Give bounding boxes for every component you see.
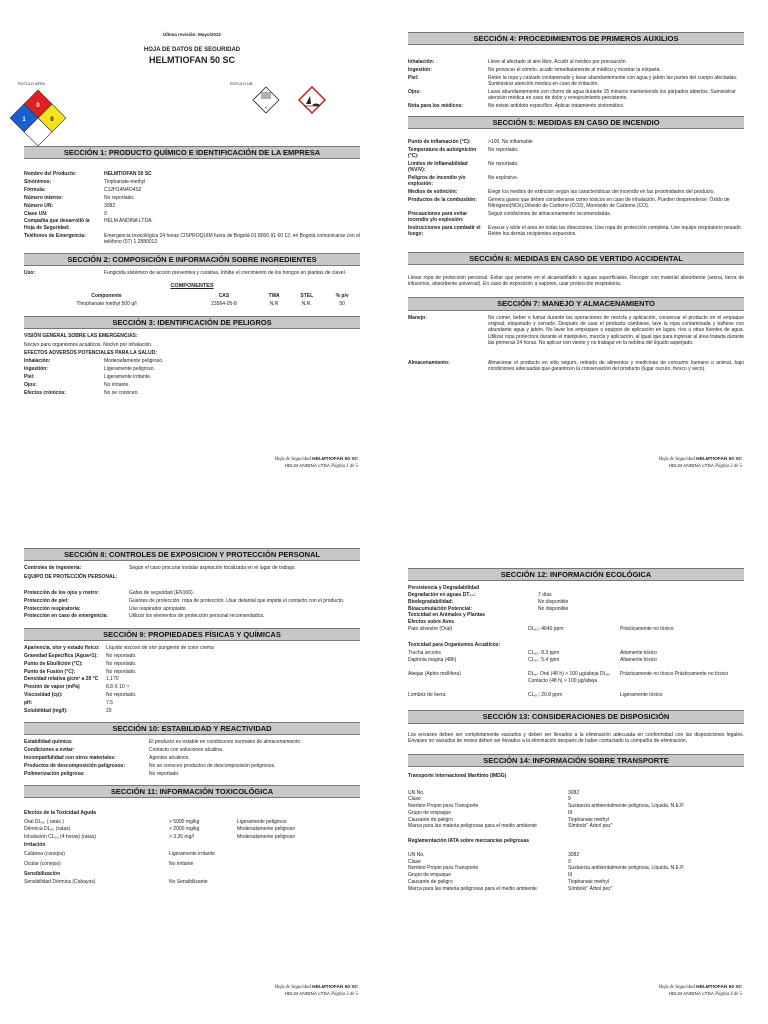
info-row: Punto de inflamación (°C): >100. No inflamable <box>408 138 533 145</box>
info-row: Clase UN: 9 <box>24 210 107 217</box>
info-row: Peligros de incendio y/o explosión: No explosivo. <box>408 174 519 188</box>
info-row: Estabilidad química: El producto es estable en condiciones normales de almacenamiento. <box>24 739 302 746</box>
section-1: SECCIÓN 1: PRODUCTO QUÍMICO E IDENTIFICACIÓN DE LA EMPRESA Nombre del Producto: HELMTIOFAN 50 SC Sinónimos: Tiophanate-methyl Fórmula: C12H14N4O4S2 Número interno: No reportado. Número UN: 3082 Clase UN: 9 Compañía que desarrolló la Hoja de Seguridad: HELM ANDINA LTDA. Teléfonos de Emergencia: Emergencia toxicológica 24 horas CISPROQUIM fuera de Bogotá 01 8000 91 60 12, en Bogotá comunicarse con el teléfono (57) 1 2880012. SECCIÓN 2: COMPOSICIÓN E INFORMACIÓN SOBRE INGREDIENTES Uso: Fungicida sistémico de acción preventiva y curativa. Inhibe el crecimiento de los hongos en plantas de clavel. COMPONENTES Componente CAS TWA STEL % p/v Thiophanate methyl 500 g/l 23564-05-8 N.R N.R. 50 SECCIÓN 3: IDENTIFICACIÓN DE PELIGROS VISIÓN GENERAL SOBRE LAS EMERGENCIAS: Nocivo para organismos acuáticos. Nocivo por inhalación. EFECTOS ADVERSOS POTENCIALES PARA LA SALUD: Inhalación: Moderadamente peligroso. Ingestión: Ligeramente peligroso. Piel: Ligeramente irritante. Ojos: No irritante. Efectos crónicos: No se conocen. <box>24 148 360 396</box>
table-row: Dérmica DL₅₀ (ratas) > 2000 mg/kg Moderadamente peligroso <box>24 826 296 833</box>
table-row: Abejas (Aphis mellifera) DL₅₀ Oral (48 h) > 100 µg/abeja DL₅₀ Contacto (48 h) > 100 µg/abeja Prácticamente no tóxico Prácticamente no tóxico <box>408 671 729 684</box>
info-row: Manejo: No comer, beber o fumar durante las operaciones de mezcla y aplicación, conservar el producto en el empaque original, etiquetado y cerrado. Después de usar el producto cámbiese, lave la ropa contaminada y báñese con abundante agua y jabón. No lavar los empaques o equipos de aplicación en lagos, ríos u otras fuentes de agua. Utilizar ropa protectora durante el manipuleo, mezcla y aplicación, al igual que para ingresar al área tratada durante las primeras 24 horas. No aplicar con viento y no trabajar en la neblina del líquido asperjado. <box>408 314 744 346</box>
info-row: Número interno: No reportado. <box>24 194 135 201</box>
environment-hazard-icon <box>298 86 326 114</box>
table-row: Marca para las materia peligrosas para el medio ambiente Símbolo" Árbol pez" <box>408 823 613 830</box>
info-row: Medios de extinción: Elegir los medios de extinción según las características del incendio en las proximidades del producto. <box>408 189 715 195</box>
info-row: Productos de la combustión: Genera gases que deben considerarse como tóxicos en caso de inhalación. Pueden desprenderse: Óxido de Nitrógeno(NOx),Dióxido de Carbono (CO2), Monóxido de Carbono (CO). <box>408 196 730 210</box>
class9-hazard-icon <box>252 86 280 114</box>
table-row: Daphnia magna (48h) CL₅₀: 5.4 ppm Altamente tóxico <box>408 657 657 664</box>
table-row: Causante de peligro Tiophanate methyl <box>408 878 609 885</box>
section-13-title: SECCIÓN 13: CONSIDERACIONES DE DISPOSICIÓN <box>408 710 744 723</box>
document-page-4: SECCIÓN 12: INFORMACIÓN ECOLÓGICA Persistencia y Degradabilidad Degradación en aguas DT₅₀: 7 días Biodegradabilidad: No disponible Bioacumulación Potencial: No disponible Toxicidad en Animales y Plantas Efectos sobre Aves Pato silvestre (Oral) DL₅₀: 4640 ppm Prácticamente no tóxico Toxicidad para Organismos Acuáticos: Trucha arcoiris CL₅₀: 8.3 ppm Altamente tóxico Daphnia magna (48h) CL₅₀: 5.4 ppm Altamente tóxico Abejas (Aphis mellifera) DL₅₀ Oral (48 h) > 100 µg/abeja DL₅₀ Contacto (48 h) > 100 µg/abeja Prácticamente no tóxico Prácticamente no tóxico Lombriz de tierra CL₅₀: 20.8 ppm Ligeramente tóxico SECCIÓN 13: CONSIDERACIONES DE DISPOSICIÓN Los envases deben ser completamente vaciados y deben ser llevados a la eliminación adecuada en conformidad con las disposiciones legales. Envases no vaciados de restos deben ser llevados a la eliminación después de haber contactado la compañía de eliminación. SECCIÓN 14: INFORMACIÓN SOBRE TRANSPORTE Transporte Internacional Marítimo (IMDG) UN No. 3082 Clase 9 Nombre Propio para Transporte Sustancia ambientalmente peligrosa, Líquida, N.E.P. Grupo de empaque III Causante de peligro Tiophanate methyl Marca para las materia peligrosas para el medio ambiente Símbolo" Árbol pez" Reglamentación IATA sobre mercancías peligrosas UN No. 3082 Clase 9 Nombre Propio para Transporte Sustancia ambientalmente peligrosa, Líquida, N.E.P. Grupo de empaque III Causante de peligro Tiophanate methyl Marca para las materia peligrosas para el medio ambiente Símbolo" Árbol pez" Hoja de Seguridad HELMTIOFAN 50 SC HELM ANDINA LTDA Página 4 de 5 <box>384 512 768 1024</box>
section-3-title: SECCIÓN 3: IDENTIFICACIÓN DE PELIGROS <box>24 316 360 329</box>
info-row: Densidad relativa g/cm³ a 20 °C 1.170 <box>24 676 119 683</box>
page-footer: Hoja de Seguridad HELMTIOFAN 50 SC HELM ANDINA LTDA Página 3 de 5 <box>274 985 358 997</box>
section-6-title: SECCIÓN 6: MEDIDAS EN CASO DE VERTIDO ACCIDENTAL <box>408 252 744 265</box>
section-12-title: SECCIÓN 12: INFORMACIÓN ECOLÓGICA <box>408 568 744 581</box>
nfpa-flammability: 0 <box>36 103 40 109</box>
info-row: Protección en caso de emergencia: Utilizar los elementos de protección personal recomendados. <box>24 613 265 620</box>
info-row: Degradación en aguas DT₅₀: 7 días <box>408 592 552 599</box>
disposal-text: Los envases deben ser completamente vaciados y deben ser llevados a la eliminación adecuada en conformidad con las disposiciones legales. Envases no vaciados de restos deben ser llevados a la eliminación después de haber contactado la compañía de eliminación. <box>408 731 744 744</box>
info-row: Precauciones para evitar incendio y/o explosión: Seguir condiciones de almacenamiento recomendadas. <box>408 210 612 224</box>
info-row: Protección de los ojos y rostro: Gafas de seguridad (EN166). <box>24 589 195 596</box>
section-2-title: SECCIÓN 2: COMPOSICIÓN E INFORMACIÓN SOBRE INGREDIENTES <box>24 253 360 266</box>
info-row: Protección de piel: Guantes de protección, ropa de protección. Usar delantal que impida el contacto con el producto. <box>24 597 345 604</box>
table-row: Nombre Propio para Transporte Sustancia ambientalmente peligrosa, Líquida, N.E.P. <box>408 865 685 872</box>
section-9-title: SECCIÓN 9: PROPIEDADES FÍSICAS Y QUÍMICAS <box>24 628 360 641</box>
table-row: Ocular (conejos) No irritante <box>24 860 194 867</box>
info-row: Toxicidad en Animales y Plantas <box>408 612 485 619</box>
info-row: Presión de vapor (mPa) 8.8 X 10⁻⁶ <box>24 684 130 691</box>
page-footer: Hoja de Seguridad HELMTIOFAN 50 SC HELM ANDINA LTDA Página 1 de 5 <box>274 457 358 469</box>
info-row: Compañía que desarrolló la Hoja de Seguridad: HELM ANDINA LTDA. <box>24 218 153 231</box>
components-table: Componente CAS TWA STEL % p/v Thiophanate methyl 500 g/l 23564-05-8 N.R N.R. 50 <box>24 292 360 309</box>
revision-date: Última revisión: Mayo/2012 <box>163 32 221 37</box>
nfpa-diamond-icon <box>10 90 66 146</box>
info-row: Efectos crónicos: No se conocen. <box>24 389 139 396</box>
document-header <box>0 32 384 66</box>
document-page-3: SECCIÓN 8: CONTROLES DE EXPOSICION Y PROTECCIÓN PERSONAL Controles de ingeniería: Según el caso procurar instalar aspiración localizada en el lugar de trabajo. EQUIPO DE PROTECCIÓN PERSONAL: Protección de los ojos y rostro: Gafas de seguridad (EN166). Protección de piel: Guantes de protección, ropa de protección. Usar delantal que impida el contacto con el producto. Protección respiratoria: Use respirador apropiado. Protección en caso de emergencia: Utilizar los elementos de protección personal recomendados. SECCIÓN 9: PROPIEDADES FÍSICAS Y QUÍMICAS Apariencia, olor y estado físico: Líquido viscoso de olor pungente de color crema Gravedad Específica (Agua=1): No reportado. Punto de Ebullición (°C): No reportado. Punto de Fusión (°C): No reportado. Densidad relativa g/cm³ a 20 °C 1.170 Presión de vapor (mPa) 8.8 X 10⁻⁶ Viscosidad (cp): No reportado. pH: 7.5 Solubilidad (mg/l): 20 SECCIÓN 10: ESTABILIDAD Y REACTIVIDAD Estabilidad química: El producto es estable en condiciones normales de almacenamiento. Condiciones a evitar: Contacto con soluciones alcalina. Incompatibilidad con otros materiales: Agentes alcalinos. Productos de descomposición peligrosos: No se conocen productos de descomposición peligrosos. Polimerización peligrosa: No reportado. SECCIÓN 11: INFORMACIÓN TOXICOLÓGICA Efectos de la Toxicidad Aguda Oral DL₅₀ ( ratas ) > 5000 mg/kg Ligeramente peligroso Dérmica DL₅₀ (ratas) > 2000 mg/kg Moderadamente peligroso Inhalación CL₅₀ (4 horas) (ratas) > 3.26 mg/l Moderadamente peligroso Irritación Cutánea (conejos) Ligeramente irritante Ocular (conejos) No irritante Sensibilización Sensibilidad Dérmica (Cobayos) No Sensibilizante Hoja de Seguridad HELMTIOFAN 50 SC HELM ANDINA LTDA Página 3 de 5 <box>0 512 384 1024</box>
info-row: Productos de descomposición peligrosos: No se conocen productos de descomposición peligrosos. <box>24 762 276 769</box>
info-row: Apariencia, olor y estado físico: Líquido viscoso de olor pungente de color crema <box>24 645 214 652</box>
product-title: HELMTIOFAN 50 SC <box>148 55 235 66</box>
section-5-title: SECCIÓN 5: MEDIDAS EN CASO DE INCENDIO <box>408 116 744 129</box>
section-4-title: SECCIÓN 4: PROCEDIMIENTOS DE PRIMEROS AUXILIOS <box>408 32 744 45</box>
table-row: Marca para las materia peligrosas para el medio ambiente Símbolo" Árbol pez" <box>408 885 613 892</box>
info-row: Piel: Ligeramente irritante. <box>24 373 152 380</box>
table-row: Inhalación CL₅₀ (4 horas) (ratas) > 3.26 mg/l Moderadamente peligroso <box>24 834 296 841</box>
info-row: Controles de ingeniería: Según el caso procurar instalar aspiración localizada en el lugar de trabajo. <box>24 565 296 572</box>
table-row: Sensibilidad Dérmica (Cobayos) No Sensibilizante <box>24 879 208 886</box>
info-row: Biodegradabilidad: No disponible <box>408 598 569 605</box>
info-row: Temperatura de autoignición (°C): No reportado. <box>408 146 519 159</box>
nfpa-label: ROTULO NFPA <box>18 82 45 86</box>
document-page-2 <box>384 0 768 512</box>
info-row: Incompatibilidad con otros materiales: Agentes alcalinos. <box>24 755 190 762</box>
info-row: Ingestión: No provocar el vómito, acudir inmediatamente al médico y mostrar la etiqueta. <box>408 67 661 74</box>
info-row: Inhalación: Lleve al afectado al aire libre. Acudir al médico por precaución. <box>408 59 627 66</box>
un-label: ROTULO UN <box>230 82 253 86</box>
info-row: Efectos sobre Aves <box>408 619 455 626</box>
info-row: Persistencia y Degradabilidad <box>408 585 480 592</box>
document-page-1 <box>0 0 384 512</box>
info-row: Ojos: Lavar abundantemente con chorro de agua durante 15 minutos manteniendo los párpados abiertos. Suministrar atención médica en caso de dolor y enrojecimiento persistente. <box>408 89 736 102</box>
table-row: Thiophanate methyl 500 g/l 23564-05-8 N.R N.R. 50 <box>76 300 345 307</box>
table-row: Clase 9 <box>408 858 571 865</box>
nfpa-health: 1 <box>22 117 26 123</box>
info-row: Instrucciones para combatir el fuego: Evacue y aísle el área en todas las direcciones. Use ropa de protección completa. Use equipo respiratorio pesado. Retire los demás recipientes expuestos. <box>408 225 743 238</box>
info-row: Polimerización peligrosa: No reportado. <box>24 770 180 777</box>
nfpa-reactivity: 0 <box>50 117 54 123</box>
info-row: Piel: Retire la ropa y calzado contaminado y lavar abundantemente con agua y jabón las partes del cuerpo afectadas. Suministrar atención médica en caso de irritación. <box>408 75 738 88</box>
info-row: Punto de Ebullición (°C): No reportado. <box>24 660 137 667</box>
info-row: Punto de Fusión (°C): No reportado. <box>24 668 137 675</box>
info-row: Fórmula: C12H14N4O4S2 <box>24 187 142 194</box>
section-10-title: SECCIÓN 10: ESTABILIDAD Y REACTIVIDAD <box>24 722 360 735</box>
section-11-title: SECCIÓN 11: INFORMACIÓN TOXICOLÓGICA <box>24 785 360 798</box>
info-row: Ojos: No irritante. <box>24 381 130 388</box>
section-7-title: SECCIÓN 7: MANEJO Y ALMACENAMIENTO <box>408 297 744 310</box>
table-row: Trucha arcoiris CL₅₀: 8.3 ppm Altamente tóxico <box>408 650 657 657</box>
info-row: Condiciones a evitar: Contacto con soluciones alcalina. <box>24 747 224 754</box>
table-row: Causante de peligro Tiophanate methyl <box>408 816 609 823</box>
info-row: Nota para los médicos: No existe antídoto específico. Aplicar tratamiento sintomático. <box>408 103 625 110</box>
page-footer: Hoja de Seguridad HELMTIOFAN 50 SC HELM ANDINA LTDA Página 2 de 5 <box>658 457 742 469</box>
info-row: Solubilidad (mg/l): 20 <box>24 707 112 714</box>
info-row: Sinónimos: Tiophanate-methyl <box>24 179 146 186</box>
section-1-title: SECCIÓN 1: PRODUCTO QUÍMICO E IDENTIFICACIÓN DE LA EMPRESA <box>24 146 360 159</box>
info-row: Límites de inflamabilidad (%V/V): No reportado. <box>408 160 519 174</box>
info-row: Inhalación: Moderadamente peligroso. <box>24 358 164 365</box>
table-row: Oral DL₅₀ ( ratas ) > 5000 mg/kg Ligeramente peligroso <box>24 818 287 825</box>
info-row: Protección respiratoria: Use respirador apropiado. <box>24 605 187 612</box>
table-row: Lombriz de tierra CL₅₀: 20.8 ppm Ligeramente tóxico <box>408 691 663 698</box>
info-row: Teléfonos de Emergencia: Emergencia toxicológica 24 horas CISPROQUIM fuera de Bogotá 01 8000 91 60 12, en Bogotá comunicarse con el teléfono (57) 1 2880012. <box>24 232 360 245</box>
info-row: Número UN: 3082 <box>24 202 116 209</box>
section-14-title: SECCIÓN 14: INFORMACIÓN SOBRE TRANSPORTE <box>408 754 744 767</box>
info-row: pH: 7.5 <box>24 699 113 706</box>
table-row: Grupo de empaque III <box>408 872 573 879</box>
svg-text:9: 9 <box>265 106 267 110</box>
table-row: Cutánea (conejos) Ligeramente irritante <box>24 850 215 857</box>
info-row: Viscosidad (cp): No reportado. <box>24 692 137 699</box>
table-row: Nombre Propio para Transporte Sustancia ambientalmente peligrosa, Líquida, N.E.P. <box>408 803 685 810</box>
table-row: UN No. 3082 <box>408 789 580 796</box>
table-row: Clase 9 <box>408 796 571 803</box>
table-row: UN No. 3082 <box>408 851 580 858</box>
info-row: Almacenamiento: Almacenar el producto en sitio seguro, retirado de alimentos y medicinas de consumo humano o animal, bajo condiciones adecuadas que garanticen la conservación del producto (lugar oscuro, fresco y seco). <box>408 359 744 372</box>
info-row: Gravedad Específica (Agua=1): No reportado. <box>24 652 137 659</box>
table-row: Pato silvestre (Oral) DL₅₀: 4640 ppm Prácticamente no tóxico <box>408 625 674 632</box>
spill-text: Llevar ropa de protección personal. Evitar que penetre en el alcantarillado o aguas superficiales. Recoger con material absorbente (arena, tierra de infusorios, absorbente universal). En caso de exposición a vapores, usar protección respiratoria. <box>408 274 744 288</box>
page-footer: Hoja de Seguridad HELMTIOFAN 50 SC HELM ANDINA LTDA Página 4 de 5 <box>658 985 742 997</box>
section-8-title: SECCIÓN 8: CONTROLES DE EXPOSICION Y PROTECCIÓN PERSONAL <box>24 548 360 561</box>
info-row: Nombre del Producto: HELMTIOFAN 50 SC <box>24 171 152 178</box>
table-row: Grupo de empaque III <box>408 809 573 816</box>
info-row: Bioacumulación Potencial: No disponible <box>408 605 569 612</box>
components-title: COMPONENTES <box>170 282 214 289</box>
doc-title: HOJA DE DATOS DE SEGURIDAD <box>143 46 241 53</box>
info-row: Ingestión: Ligeramente peligroso. <box>24 366 155 372</box>
info-row: Uso: Fungicida sistémico de acción preventiva y curativa. Inhibe el crecimiento de los hongos en plantas de clavel. <box>24 270 347 277</box>
